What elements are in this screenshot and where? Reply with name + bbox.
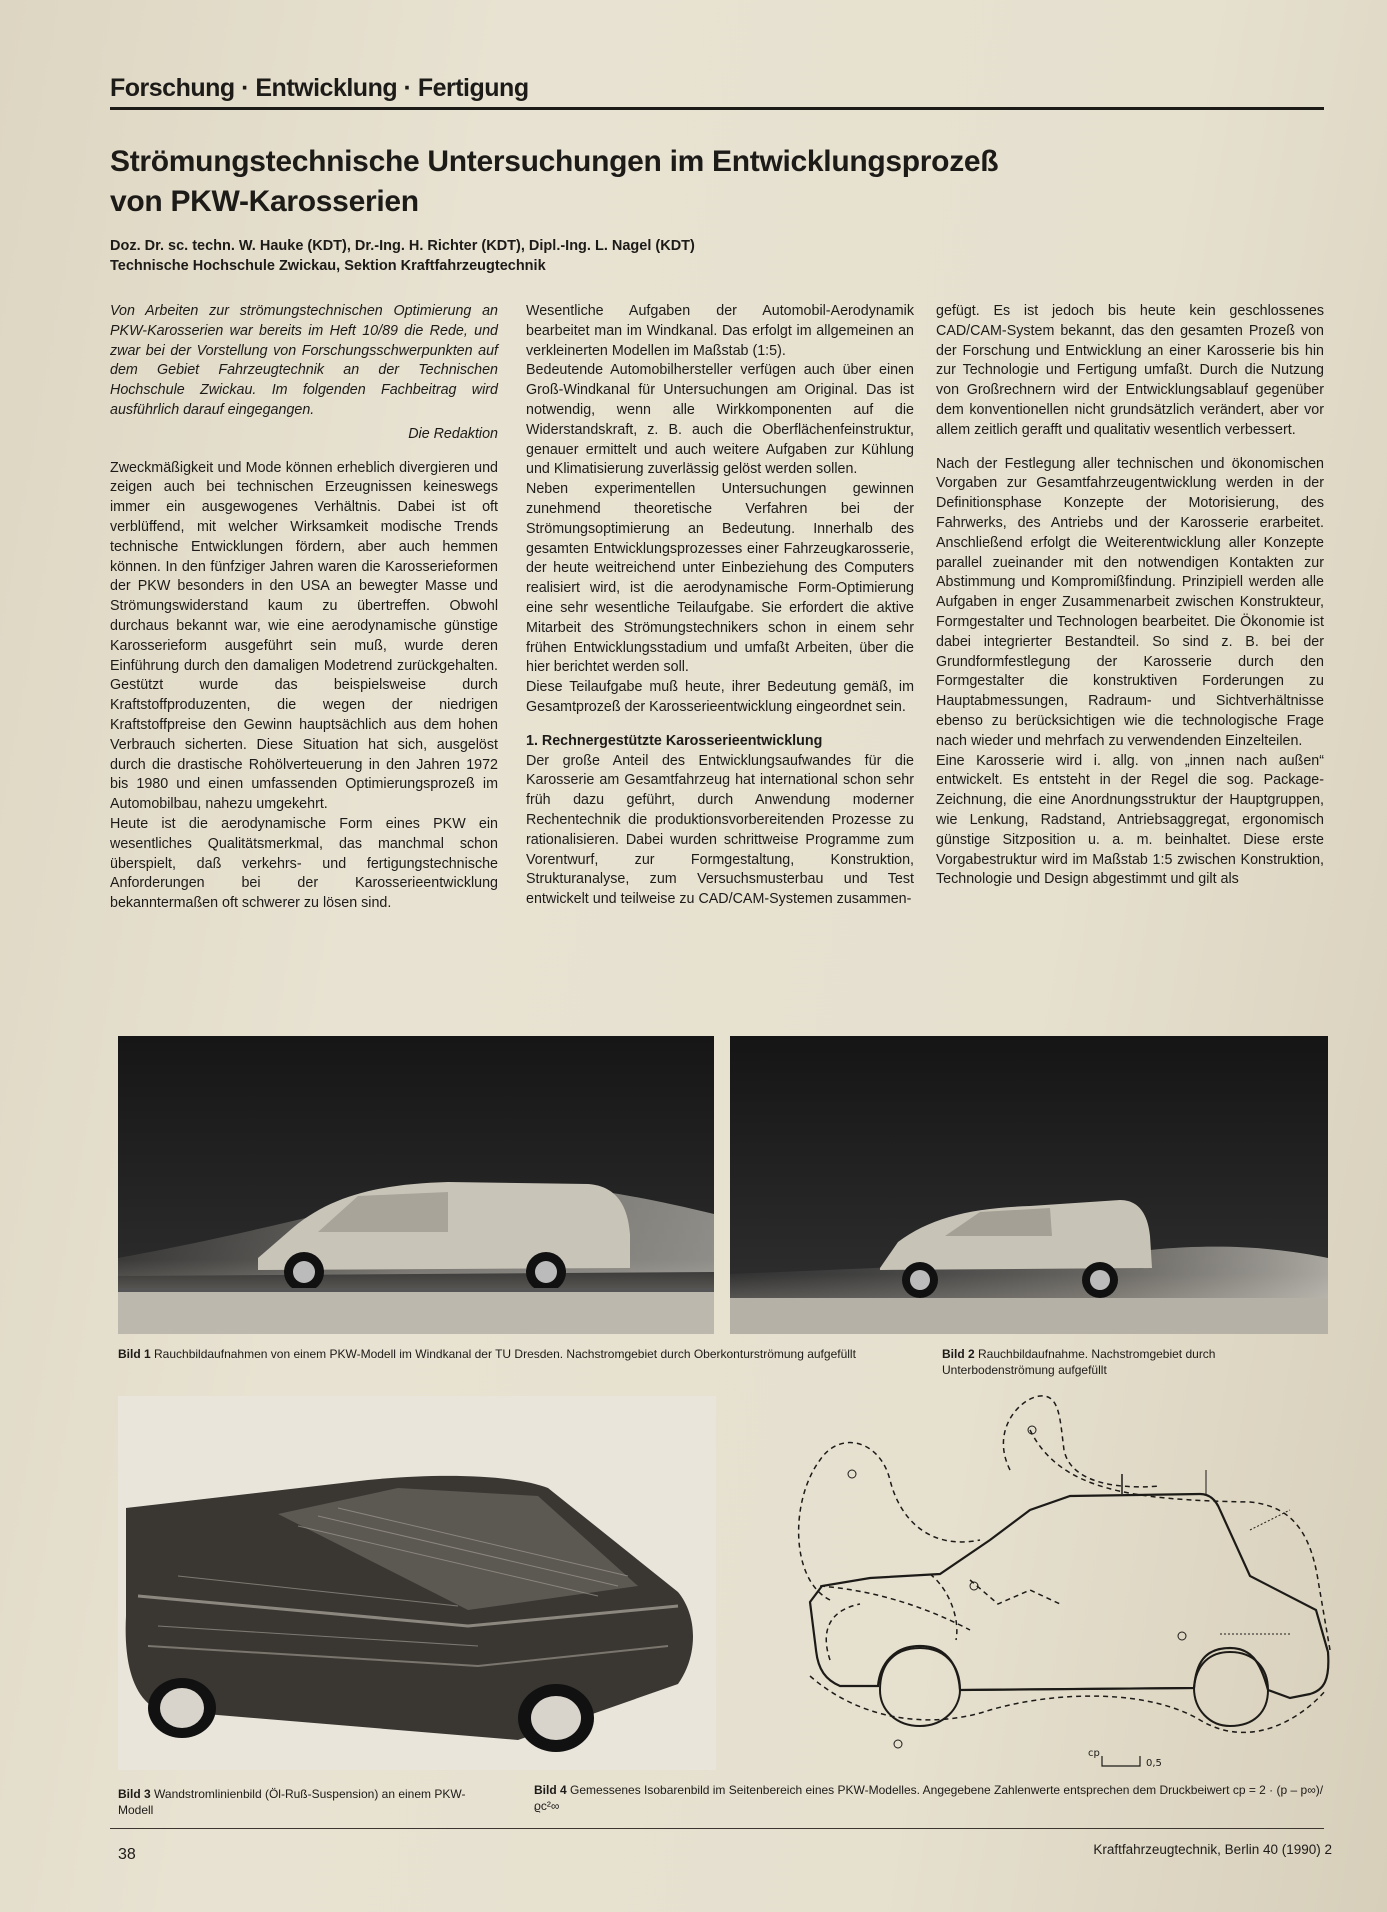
authors-affiliation: Technische Hochschule Zwickau, Sektion Kraftfahrzeugtechnik (110, 258, 546, 274)
title-line-1: Strömungstechnische Untersuchungen im Entwicklungsprozeß (110, 145, 999, 178)
figure-4-caption (534, 1782, 1334, 1814)
body-paragraph: Eine Karosserie wird i. allg. von „innen nach außen“ entwickelt. Es entsteht in der Regel die sog. Package-Zeichnung, die eine Anordnungsstruktur der Hauptgruppen, wie Lenkung, Radstand, Antriebsaggregat, ergonomisch günstige Sitzposition u. a. m. beinhaltet. Diese erste Vorgabestruktur wird im Maßstab 1:5 zwischen Konstruktion, Technologie und Design abgestimmt und gilt als (936, 752, 1324, 888)
footer-divider (110, 1828, 1324, 1829)
body-paragraph: Bedeutende Automobilhersteller verfügen auch über einen Groß-Windkanal für Untersuchungen am Original. Das ist notwendig, wenn alle Wirkkomponenten auf die Widerstandskraft, z. B. auch die Oberflächenfeinstruktur, genauer ermittelt und auch weitere Aufgaben zur Kühlung und Klimatisierung zuverlässig gelöst werden sollen. (526, 362, 914, 478)
car-outline (810, 1494, 1328, 1698)
figure-3-caption-text: Wandstromlinienbild (Öl-Ruß-Suspension) an einem PKW-Modell (118, 1787, 466, 1817)
figure-2-label: Bild 2 (942, 1347, 975, 1361)
figure-3-label: Bild 3 (118, 1787, 151, 1801)
title-line-2: von PKW-Karosserien (110, 185, 419, 218)
front-wheel (880, 1648, 960, 1726)
page-number: 38 (118, 1846, 136, 1863)
text-column-1 (110, 302, 498, 914)
body-paragraph: Zweckmäßigkeit und Mode können erheblich divergieren und zeigen auch bei technischen Erzeugnissen keineswegs immer ein ausgewogenes Verhältnis. Dabei ist oft verblüffend, mit welcher Wirksamkeit modische Trends technische Entwicklungen fördern, aber auch hemmen können. In den fünfziger Jahren waren die Karosserieformen der PKW besonders in den USA an bewegter Masse und Strömungswiderstand kaum zu übertreffen. Obwohl durchaus bekannt war, wie eine aerodynamische günstige Karosserieform ausgeführt sein muß, wurde deren Einführung durch den damaligen Modetrend zurückgehalten. Gestützt wurde das beispielsweise durch Kraftstoffproduzenten, die wegen der niedrigen Kraftstoffpreise den Gewinn hauptsächlich aus dem hohen Verbrauch sicherten. Diese Situation hat sich, ausgelöst durch die drastische Rohölverteuerung in den Jahren 1972 bis 1980 und einen umfassenden Optimierungsprozeß im Automobilbau, nahezu umgekehrt. (110, 459, 498, 813)
article-title (110, 142, 1324, 222)
figure-1-photo (118, 1036, 714, 1334)
figure-3-photo (118, 1396, 716, 1770)
section-heading: 1. Rechnergestützte Karosserieentwicklung (526, 732, 823, 749)
editorial-intro: Von Arbeiten zur strömungstechnischen Optimierung an PKW-Karosserien war bereits im Heft 10/89 die Rede, und zwar bei der Vorstellung von Forschungsschwerpunkten auf dem Gebiet Fahrzeugtechnik an der Technischen Hochschule Zwickau. Im folgenden Fachbeitrag wird ausführlich darauf eingegangen. (110, 303, 498, 418)
authors-names: Doz. Dr. sc. techn. W. Hauke (KDT), Dr.-Ing. H. Richter (KDT), Dipl.-Ing. L. Nagel (KDT) (110, 238, 695, 254)
figure-4-caption-text: Gemessenes Isobarenbild im Seitenbereich eines PKW-Modelles. Angegebene Zahlenwerte entsprechen dem Druckbeiwert cp = 2 · (p – p∞)/ϱc²∞ (534, 1783, 1324, 1813)
figure-2-caption-text: Rauchbildaufnahme. Nachstromgebiet durch Unterbodenströmung aufgefüllt (942, 1347, 1216, 1377)
scale-label: cp (1088, 1748, 1100, 1759)
figure-4-label: Bild 4 (534, 1783, 567, 1797)
text-column-2 (526, 302, 914, 910)
figure-1-caption-text: Rauchbildaufnahmen von einem PKW-Modell im Windkanal der TU Dresden. Nachstromgebiet durch Oberkonturströmung aufgefüllt (154, 1347, 856, 1361)
body-paragraph: Der große Anteil des Entwicklungsaufwandes für die Karosserie am Gesamtfahrzeug hat international schon sehr früh dazu geführt, durch Anwendung moderner Rechentechnik die produktionsvorbereitenden Prozesse zu rationalisieren. Dabei wurden schrittweise Programme zum Vorentwurf, zur Formgestaltung, Konstruktion, Strukturanalyse, zum Versuchsmusterbau und Test entwickelt und teilweise zu CAD/CAM-Systemen zusammen- (526, 752, 914, 908)
figure-2-photo (730, 1036, 1328, 1334)
pressure-markers (848, 1426, 1186, 1748)
section-header: Forschung · Entwicklung · Fertigung (110, 74, 1324, 110)
figure-1-caption (118, 1346, 918, 1362)
figure-3-caption (118, 1786, 478, 1818)
scale-bar (1102, 1756, 1140, 1766)
body-paragraph: Heute ist die aerodynamische Form eines PKW ein wesentliches Qualitätsmerkmal, das manchmal schon überspielt, daß verkehrs- und fertigungstechnische Anforderungen bei der Karosserieentwicklung bekanntermaßen oft schwerer zu lösen sind. (110, 815, 498, 912)
body-paragraph: gefügt. Es ist jedoch bis heute kein geschlossenes CAD/CAM-System bekannt, das den gesamten Prozeß von der Forschung und Entwicklung an einer Karosserie bis hin zur Technologie und Fertigung umfaßt. Durch die Nutzung von Großrechnern wird der Entwicklungsablauf gegenüber dem konventionellen nicht grundsätzlich verändert, aber vor allem zeitlich gerafft und qualitativ wesentlich verbessert. (936, 303, 1324, 438)
author-block (110, 236, 1324, 276)
body-paragraph: Diese Teilaufgabe muß heute, ihrer Bedeutung gemäß, im Gesamtprozeß der Karosserieentwicklung eingeordnet sein. (526, 679, 914, 715)
body-paragraph: Nach der Festlegung aller technischen und ökonomischen Vorgaben zur Gesamtfahrzeugentwicklung werden in der Definitionsphase Konzepte der Motorisierung, des Fahrwerks, des Antriebs und der Karosserie erarbeitet. Anschließend erfolgt die Weiterentwicklung aller Konzepte parallel zueinander mit den notwendigen Kontakten zur Abstimmung und Kompromißfindung. Prinzipiell werden alle Aufgaben in enger Zusammenarbeit zwischen Konstrukteur, Formgestalter und Technologen bearbeitet. Die Ökonomie ist dabei integrierter Bestandteil. So sind z. B. bei der Grundformfestlegung der Karosserie durch den Formgestalter die konstruktiven Forderungen zu Hauptabmessungen, Radraum- und Sichtverhältnisse ebenso zu berücksichtigen wie die technologische Frage nach wieder und mehrfach zu verwendenden Einzelteilen. (936, 455, 1324, 749)
figure-2-caption (942, 1346, 1330, 1378)
figure-1-label: Bild 1 (118, 1347, 151, 1361)
journal-citation: Kraftfahrzeugtechnik, Berlin 40 (1990) 2 (1093, 1842, 1332, 1857)
editorial-signoff: Die Redaktion (408, 425, 498, 442)
scale-value: 0,5 (1146, 1758, 1162, 1769)
figure-4-isobar-diagram (730, 1390, 1340, 1778)
body-paragraph: Wesentliche Aufgaben der Automobil-Aerodynamik bearbeitet man im Windkanal. Das erfolgt im allgemeinen an verkleinerten Modellen im Maßstab (1:5). (526, 303, 914, 359)
text-column-3 (936, 302, 1324, 890)
body-paragraph: Neben experimentellen Untersuchungen gewinnen zunehmend theoretische Verfahren bei der Strömungsoptimierung an Bedeutung. Innerhalb des gesamten Entwicklungsprozesses einer Fahrzeugkarosserie, der heute weitreichend unter Einbeziehung des Computers realisiert wird, ist die aerodynamische Form-Optimierung eine sehr wesentliche Teilaufgabe. Sie erfordert die aktive Mitarbeit des Strömungstechnikers schon in einem sehr frühen Entwicklungsstadium und umfaßt Arbeiten, über die hier berichtet werden soll. (526, 481, 914, 676)
